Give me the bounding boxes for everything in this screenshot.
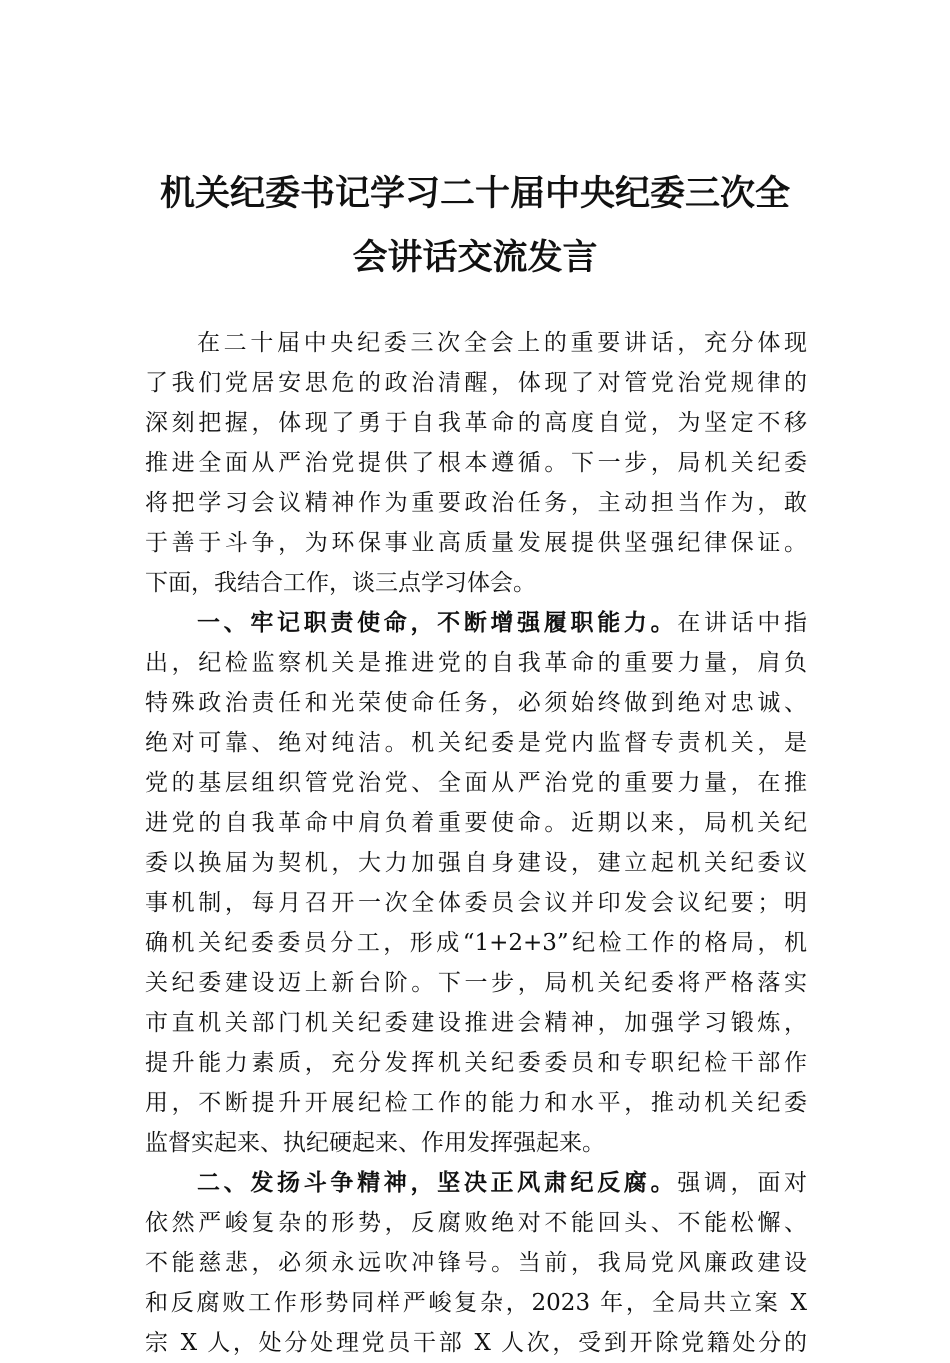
paragraph-intro: [145, 323, 807, 603]
section-1-first-line: [145, 603, 807, 643]
paragraph-line: 推进全面从严治党提供了根本遵循。下一步，局机关纪委: [145, 450, 807, 476]
section-2-first-line-text: 强调，面对: [677, 1170, 808, 1196]
paragraph-line: 绝对可靠、绝对纯洁。机关纪委是党内监督专责机关，是: [145, 730, 807, 756]
paragraph-line: 市直机关部门机关纪委建设推进会精神，加强学习锻炼，: [145, 1010, 807, 1036]
paragraph-line: 宗 X 人，处分处理党员干部 X 人次，受到开除党籍处分的: [145, 1330, 807, 1356]
paragraph-line: 提升能力素质，充分发挥机关纪委委员和专职纪检干部作: [145, 1050, 807, 1076]
paragraph-line: 党的基层组织管党治党、全面从严治党的重要力量，在推: [145, 770, 807, 796]
paragraph-line: 进党的自我革命中肩负着重要使命。近期以来，局机关纪: [145, 810, 807, 836]
paragraph-line: 了我们党居安思危的政治清醒，体现了对管党治党规律的: [145, 370, 807, 396]
paragraph-line: 深刻把握，体现了勇于自我革命的高度自觉，为坚定不移: [145, 410, 807, 436]
section-2: [145, 1163, 807, 1363]
section-1: [145, 603, 807, 1163]
paragraph-line: 事机制，每月召开一次全体委员会议并印发会议纪要；明: [145, 890, 807, 916]
paragraph-line: 依然严峻复杂的形势，反腐败绝对不能回头、不能松懈、: [145, 1210, 807, 1236]
document-body: [145, 323, 807, 1363]
paragraph-line: 委以换届为契机，大力加强自身建设，建立起机关纪委议: [145, 850, 807, 876]
paragraph-line: 和反腐败工作形势同样严峻复杂，2023 年，全局共立案 X: [145, 1290, 807, 1316]
paragraph-line: 将把学习会议精神作为重要政治任务，主动担当作为，敢: [145, 490, 807, 516]
section-2-first-line: [145, 1163, 807, 1203]
paragraph-line: 确机关纪委委员分工，形成“1+2+3”纪检工作的格局，机: [145, 930, 807, 956]
paragraph-line: 在二十届中央纪委三次全会上的重要讲话，充分体现: [197, 330, 807, 356]
paragraph-line: 下面，我结合工作，谈三点学习体会。: [145, 570, 536, 596]
document-title-line-2: 会讲话交流发言: [352, 237, 598, 278]
paragraph-line: 用，不断提升开展纪检工作的能力和水平，推动机关纪委: [145, 1090, 807, 1116]
paragraph-line: 特殊政治责任和光荣使命任务，必须始终做到绝对忠诚、: [145, 690, 807, 716]
section-1-first-line-text: 在讲话中指: [677, 610, 808, 636]
paragraph-line: 监督实起来、执纪硬起来、作用发挥强起来。: [145, 1130, 605, 1156]
paragraph-line: 于善于斗争，为环保事业高质量发展提供坚强纪律保证。: [145, 530, 807, 556]
paragraph-line: 关纪委建设迈上新台阶。下一步，局机关纪委将严格落实: [145, 970, 807, 996]
paragraph-line: 出，纪检监察机关是推进党的自我革命的重要力量，肩负: [145, 650, 807, 676]
section-1-heading: 一、牢记职责使命，不断增强履职能力。: [197, 610, 678, 636]
section-2-heading: 二、发扬斗争精神，坚决正风肃纪反腐。: [197, 1170, 678, 1196]
document-title-line-1: 机关纪委书记学习二十届中央纪委三次全: [159, 173, 790, 214]
paragraph-line: 不能慈悲，必须永远吹冲锋号。当前，我局党风廉政建设: [145, 1250, 807, 1276]
